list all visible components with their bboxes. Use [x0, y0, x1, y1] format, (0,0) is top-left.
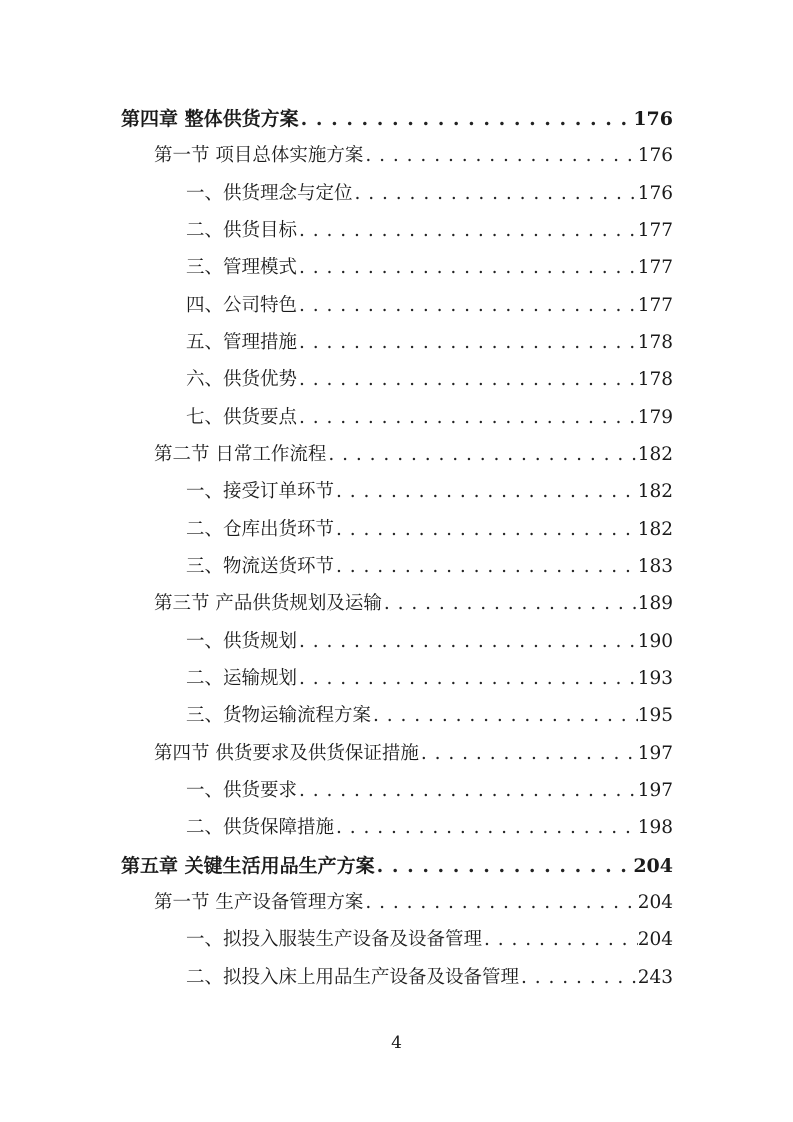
toc-leader-dots	[297, 776, 638, 806]
toc-entry-page: 178	[637, 332, 673, 353]
toc-leader-dots	[371, 701, 638, 731]
toc-entry[interactable]	[186, 776, 673, 806]
toc-entry-page: 177	[637, 295, 673, 316]
toc-entry[interactable]	[186, 216, 673, 246]
toc-entry[interactable]	[186, 403, 673, 433]
toc-entry-title: 三、管理模式	[186, 257, 298, 278]
toc-entry-title: 四、公司特色	[186, 295, 298, 316]
toc-entry-title: 二、供货保障措施	[186, 817, 335, 838]
toc-leader-dots	[375, 851, 634, 881]
toc-entry[interactable]	[186, 291, 673, 321]
toc-entry-page: 176	[637, 183, 673, 204]
toc-entry-page: 189	[637, 593, 673, 614]
toc-entry-title: 六、供货优势	[186, 369, 298, 390]
toc-entry-title: 一、供货要求	[186, 780, 298, 801]
toc-entry[interactable]	[186, 365, 673, 395]
toc-entry-title: 七、供货要点	[186, 407, 298, 428]
toc-leader-dots	[334, 552, 638, 582]
toc-entry[interactable]	[154, 440, 673, 470]
toc-leader-dots	[297, 328, 638, 358]
toc-entry-page: 204	[637, 929, 673, 950]
toc-entry[interactable]	[154, 739, 673, 769]
toc-entry-title: 一、供货规划	[186, 631, 298, 652]
toc-entry-page: 243	[637, 967, 673, 988]
toc-entry-page: 178	[637, 369, 673, 390]
toc-entry-title: 第二节 日常工作流程	[154, 444, 327, 465]
toc-entry-title: 二、仓库出货环节	[186, 519, 335, 540]
toc-entry-title: 一、接受订单环节	[186, 481, 335, 502]
toc-leader-dots	[382, 589, 638, 619]
toc-leader-dots	[363, 888, 637, 918]
toc-entry-page: 176	[633, 108, 673, 130]
toc-entry[interactable]	[186, 477, 673, 507]
toc-entry[interactable]	[186, 515, 673, 545]
toc-entry-page: 197	[637, 780, 673, 801]
toc-entry[interactable]	[186, 925, 673, 955]
toc-entry[interactable]	[186, 701, 673, 731]
toc-entry-page: 193	[637, 668, 673, 689]
toc-leader-dots	[326, 440, 637, 470]
toc-entry[interactable]	[186, 253, 673, 283]
toc-leader-dots	[334, 477, 638, 507]
toc-leader-dots	[297, 291, 638, 321]
toc-entry[interactable]	[186, 963, 673, 993]
toc-entry[interactable]	[186, 179, 673, 209]
toc-entry[interactable]	[186, 664, 673, 694]
toc-leader-dots	[299, 104, 634, 134]
toc-entry-title: 一、供货理念与定位	[186, 183, 353, 204]
toc-entry-title: 一、拟投入服装生产设备及设备管理	[186, 929, 483, 950]
toc-entry-title: 二、拟投入床上用品生产设备及设备管理	[186, 967, 520, 988]
toc-entry-title: 三、货物运输流程方案	[186, 705, 372, 726]
toc-entry-title: 二、供货目标	[186, 220, 298, 241]
page-number: 4	[391, 1033, 402, 1053]
toc-entry[interactable]	[186, 813, 673, 843]
toc-entry-page: 204	[637, 892, 673, 913]
toc-entry-page: 182	[637, 519, 673, 540]
toc-entry-page: 197	[637, 743, 673, 764]
toc-entry-page: 177	[637, 220, 673, 241]
toc-entry-page: 179	[637, 407, 673, 428]
toc-leader-dots	[297, 403, 638, 433]
toc-entry-page: 195	[637, 705, 673, 726]
toc-leader-dots	[297, 664, 638, 694]
toc-entry[interactable]	[154, 141, 673, 171]
toc-entry-page: 183	[637, 556, 673, 577]
toc-leader-dots	[419, 739, 638, 769]
toc-entry-title: 第四章 整体供货方案	[121, 108, 299, 130]
toc-entry-title: 三、物流送货环节	[186, 556, 335, 577]
toc-entry-page: 190	[637, 631, 673, 652]
toc-leader-dots	[363, 141, 637, 171]
toc-entry-page: 182	[637, 444, 673, 465]
toc-entry-title: 第一节 生产设备管理方案	[154, 892, 364, 913]
toc-entry-page: 198	[637, 817, 673, 838]
toc-leader-dots	[482, 925, 638, 955]
toc-leader-dots	[334, 813, 638, 843]
toc-entry-page: 177	[637, 257, 673, 278]
toc-leader-dots	[334, 515, 638, 545]
toc-entry-title: 第一节 项目总体实施方案	[154, 145, 364, 166]
toc-entry[interactable]	[186, 627, 673, 657]
toc-leader-dots	[297, 253, 638, 283]
toc-entry[interactable]	[154, 888, 673, 918]
toc-leader-dots	[297, 365, 638, 395]
toc-entry[interactable]	[121, 851, 673, 881]
toc-entry-title: 五、管理措施	[186, 332, 298, 353]
toc-entry[interactable]	[186, 552, 673, 582]
toc-leader-dots	[297, 216, 638, 246]
toc-entry-page: 176	[637, 145, 673, 166]
toc-entry-title: 第四节 供货要求及供货保证措施	[154, 743, 419, 764]
toc-entry-page: 182	[637, 481, 673, 502]
toc-entry[interactable]	[154, 589, 673, 619]
toc-entry-title: 二、运输规划	[186, 668, 298, 689]
toc-entry-title: 第五章 关键生活用品生产方案	[121, 855, 375, 877]
toc-leader-dots	[353, 179, 638, 209]
toc-leader-dots	[519, 963, 638, 993]
toc-entry[interactable]	[186, 328, 673, 358]
toc-entry-page: 204	[633, 855, 673, 877]
toc-entry[interactable]	[121, 104, 673, 134]
toc-entry-title: 第三节 产品供货规划及运输	[154, 593, 382, 614]
toc-leader-dots	[297, 627, 638, 657]
